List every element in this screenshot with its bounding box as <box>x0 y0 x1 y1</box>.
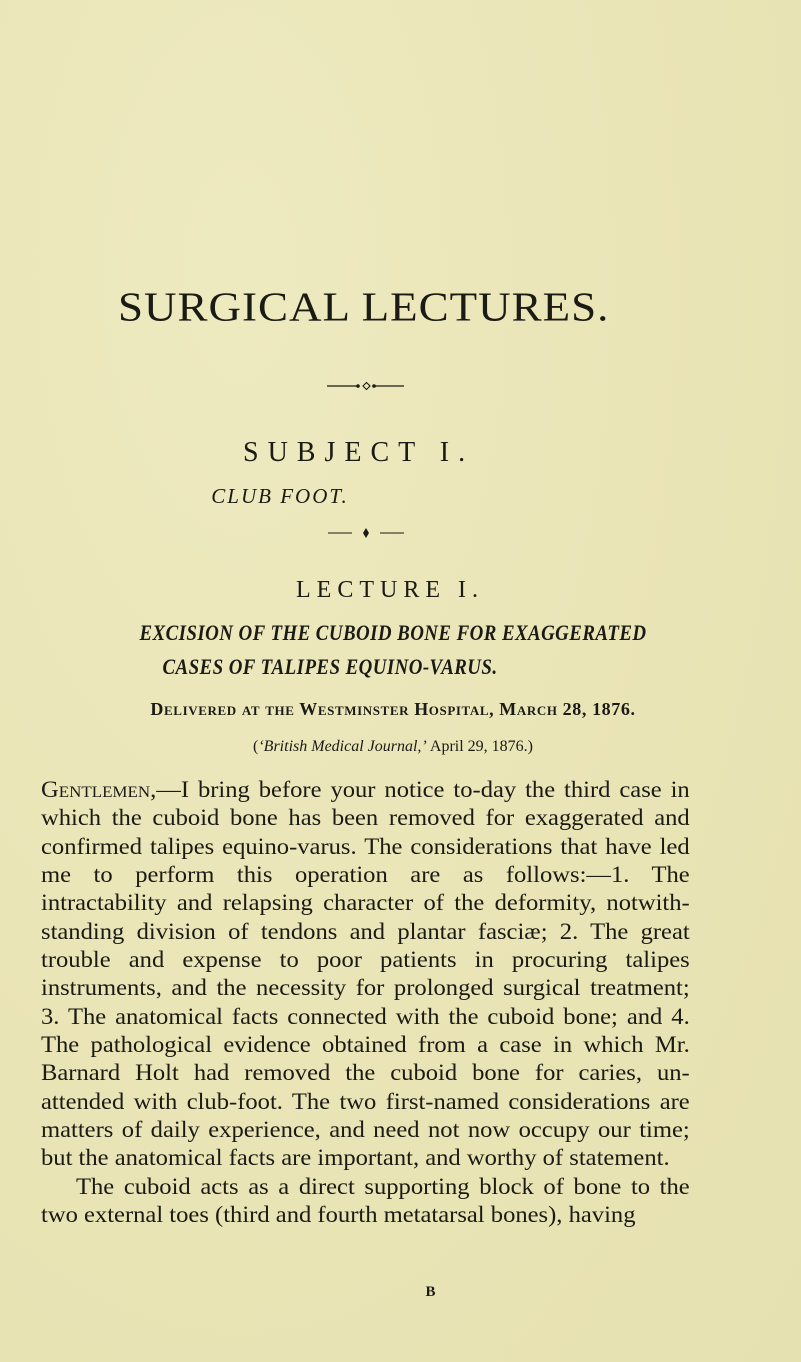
salutation: Gentlemen, <box>41 777 157 803</box>
signature-mark: B <box>425 1284 436 1300</box>
lecture-title-line1: EXCISION OF THE CUBOID BONE FOR EXAGGERATED <box>139 620 647 645</box>
paragraph-1-text: —I bring before your notice to-day the third case in which the cuboid bone has been removed for exaggerated and confirmed talipes equino-varus. The considerations that have led me to perform this operation are as follows:—1. The intractability and relapsing character of the deformity, notwith-standing division of tendons and plantar fasciæ; 2. The great trouble and expense to poor patients in procuring talipes instruments, and the necessity for prolonged surgical treatment; 3. The anatomical facts connected with the cuboid bone; and 4. The pathological evidence obtained from a case in which Mr. Barnard Holt had removed the cuboid bone for caries, un-attended with club-foot. The two first-named considerations are matters of daily experience, and need not now occupy our time; but the anatomical facts are important, and worthy of statement. <box>41 777 690 1172</box>
subject-title: CLUB FOOT. <box>211 484 349 508</box>
delivery-note: Delivered at the Westminster Hospital, March 28, 1876. <box>150 699 636 719</box>
paragraph-1 <box>41 776 690 1173</box>
ornament-divider-diamond-icon <box>0 379 801 393</box>
citation-date: April 29, 1876.) <box>426 738 533 755</box>
lecture-title-line2: CASES OF TALIPES EQUINO-VARUS. <box>162 654 498 679</box>
page-title: SURGICAL LECTURES. <box>118 283 610 330</box>
subject-heading: SUBJECT I. <box>243 437 475 468</box>
ornament-divider-small-icon <box>0 526 801 538</box>
paragraph-2: The cuboid acts as a direct supporting block of bone to the two external toes (third and fourth metatarsal bones), having <box>41 1173 690 1229</box>
body-text <box>41 776 690 1230</box>
lecture-heading: LECTURE I. <box>296 577 484 603</box>
citation <box>0 738 786 756</box>
citation-open: ( <box>253 738 259 755</box>
citation-journal: ‘British Medical Journal,’ <box>258 738 427 755</box>
